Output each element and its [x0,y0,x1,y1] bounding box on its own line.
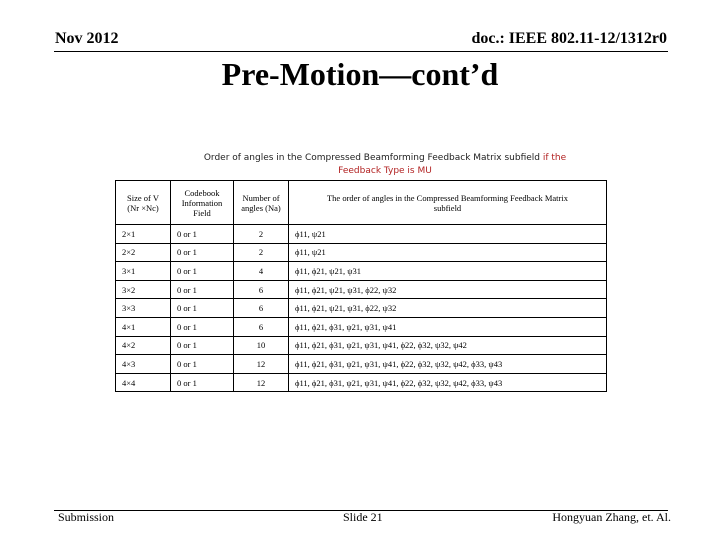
table-row [116,262,607,281]
footer-submission: Submission [58,510,115,524]
cell-size: 2×2 [116,243,171,262]
cell-codebook: 0 or 1 [171,317,234,336]
cell-codebook: 0 or 1 [171,243,234,262]
header-date: Nov 2012 [55,30,119,47]
header-rule [54,51,668,52]
caption-main: Order of angles in the Compressed Beamforming Feedback Matrix subfield [203,153,543,163]
cell-angle-order: ϕ11, ψ21 [289,225,607,244]
header-angle-order-line2: subfield [433,202,462,213]
cell-num-angles: 6 [234,317,289,336]
cell-angle-order: ϕ11, ϕ21, ϕ31, ψ21, ψ31, ψ41, ϕ22, ϕ32, ψ32, ψ42, ϕ33, ψ43 [289,373,607,392]
table-row [116,317,607,336]
header-size-line2: (Nr ×Nc) [127,202,159,213]
header-codebook-line3: Field [193,207,211,218]
cell-size: 2×1 [116,225,171,244]
table-row [116,355,607,374]
cell-num-angles: 2 [234,225,289,244]
cell-num-angles: 6 [234,280,289,299]
angle-order-table [115,180,607,392]
table-row [116,280,607,299]
cell-size: 3×1 [116,262,171,281]
cell-num-angles: 10 [234,336,289,355]
header-codebook [171,181,234,225]
header-codebook-line1: Codebook [184,187,220,198]
cell-codebook: 0 or 1 [171,262,234,281]
cell-size: 4×2 [116,336,171,355]
header-angle-order [289,181,607,225]
cell-codebook: 0 or 1 [171,299,234,318]
cell-size: 3×3 [116,299,171,318]
cell-angle-order: ϕ11, ϕ21, ϕ31, ψ21, ψ31, ψ41, ϕ22, ϕ32, ψ32, ψ42, ϕ33, ψ43 [289,355,607,374]
header-num-angles [234,181,289,225]
table-row [116,336,607,355]
cell-codebook: 0 or 1 [171,225,234,244]
cell-angle-order: ϕ11, ϕ21, ψ21, ψ31, ϕ22, ψ32 [289,280,607,299]
cell-angle-order: ϕ11, ϕ21, ϕ31, ψ21, ψ31, ψ41 [289,317,607,336]
table-caption [185,152,585,178]
cell-size: 3×2 [116,280,171,299]
header-num-angles-line1: Number of [242,192,280,203]
cell-num-angles: 6 [234,299,289,318]
cell-angle-order: ϕ11, ϕ21, ϕ31, ψ21, ψ31, ψ41, ϕ22, ϕ32, ψ32, ψ42 [289,336,607,355]
table-row [116,373,607,392]
header-size-line1: Size of V [127,192,159,203]
slide-title: Pre-Motion—cont’d [221,56,499,92]
cell-codebook: 0 or 1 [171,336,234,355]
table-header-row [116,181,607,225]
cell-angle-order: ϕ11, ψ21 [289,243,607,262]
table-row [116,225,607,244]
table-row [116,243,607,262]
header-doc-id: doc.: IEEE 802.11-12/1312r0 [471,30,667,47]
cell-num-angles: 2 [234,243,289,262]
cell-angle-order: ϕ11, ϕ21, ψ21, ψ31, ϕ22, ψ32 [289,299,607,318]
cell-num-angles: 12 [234,355,289,374]
cell-num-angles: 12 [234,373,289,392]
footer-slide-number: Slide 21 [343,510,383,524]
footer-author: Hongyuan Zhang, et. Al. [552,510,671,524]
table-row [116,299,607,318]
header-angle-order-line1: The order of angles in the Compressed Beamforming Feedback Matrix [326,192,568,203]
header-codebook-line2: Information [181,197,223,208]
cell-codebook: 0 or 1 [171,280,234,299]
cell-codebook: 0 or 1 [171,355,234,374]
cell-size: 4×4 [116,373,171,392]
cell-size: 4×1 [116,317,171,336]
caption-highlight: if the Feedback Type is MU [338,153,567,176]
header-num-angles-line2: angles (Na) [241,202,281,213]
cell-codebook: 0 or 1 [171,373,234,392]
cell-angle-order: ϕ11, ϕ21, ψ21, ψ31 [289,262,607,281]
cell-size: 4×3 [116,355,171,374]
header-size [116,181,171,225]
cell-num-angles: 4 [234,262,289,281]
